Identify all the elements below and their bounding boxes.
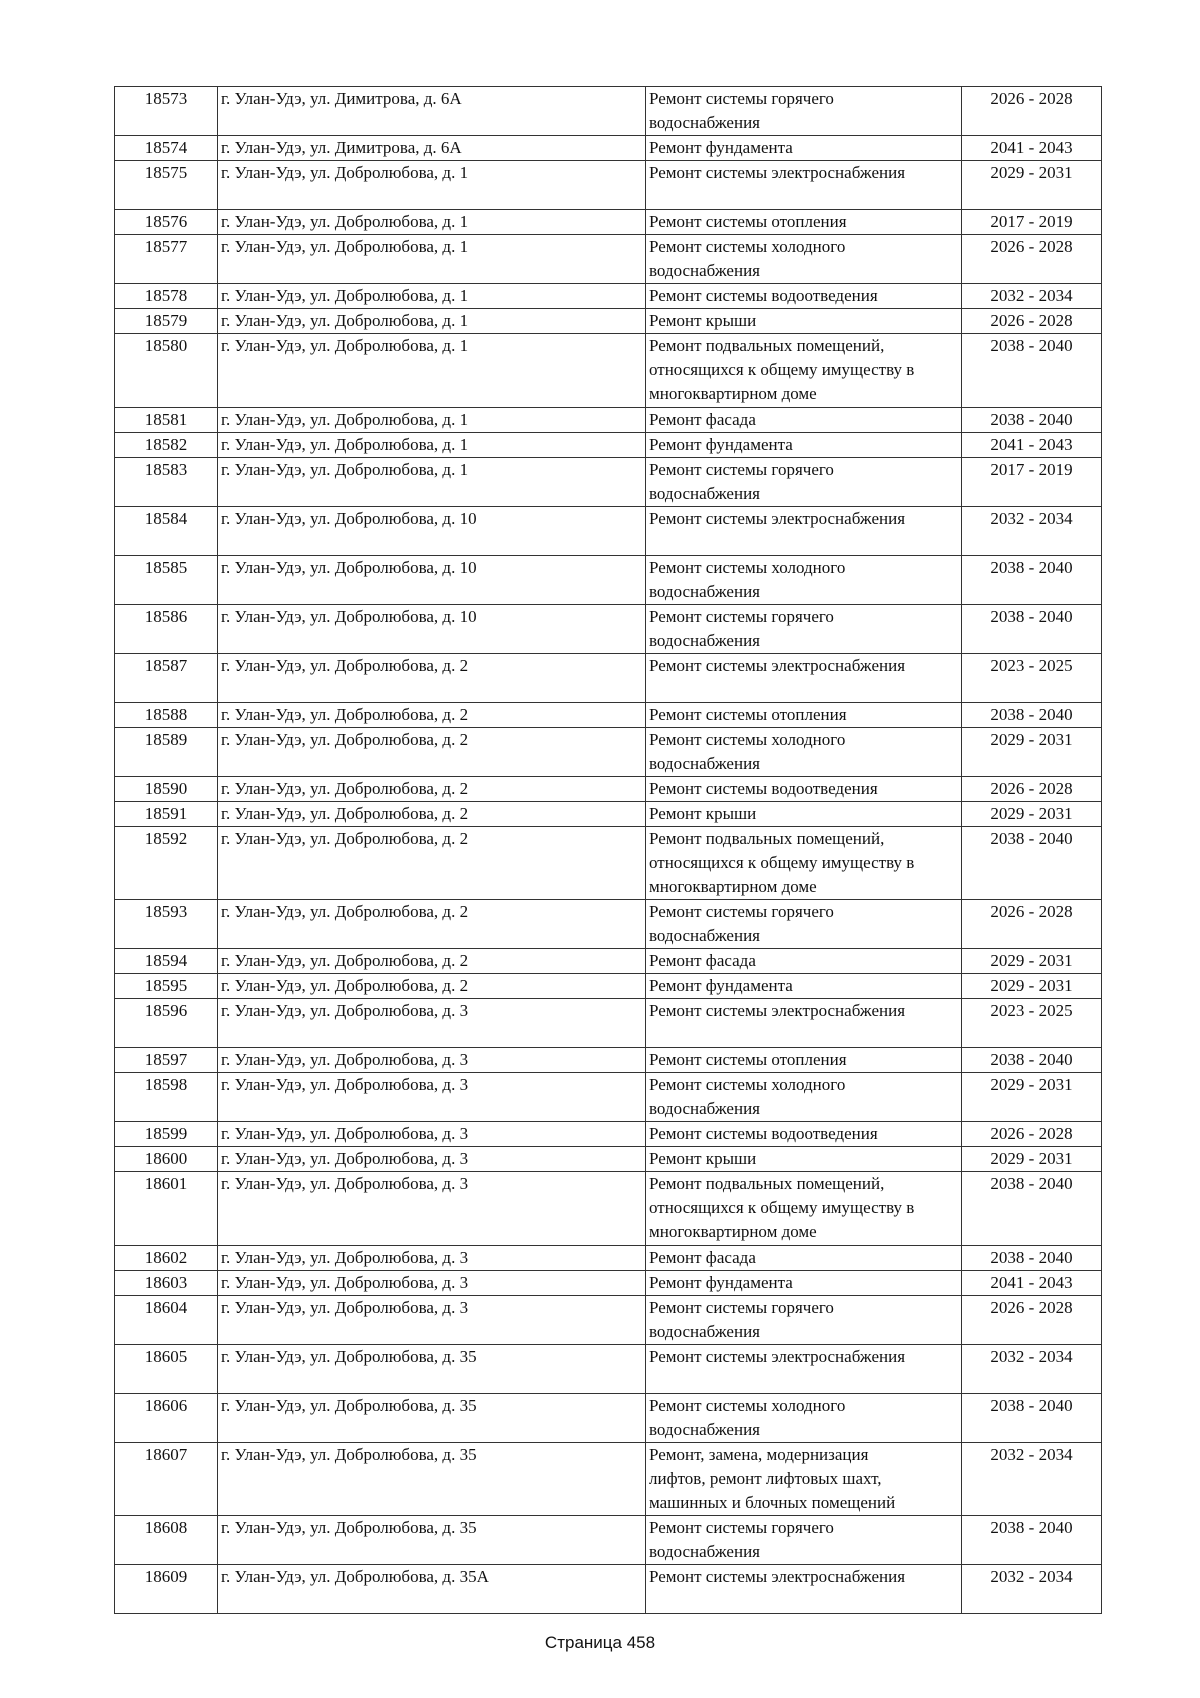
address-cell: г. Улан-Удэ, ул. Добролюбова, д. 3 <box>218 1122 646 1147</box>
work-type-cell: Ремонт подвальных помещений, относящихся к общему имуществу в многоквартирном доме <box>646 334 962 408</box>
address-cell: г. Улан-Удэ, ул. Добролюбова, д. 1 <box>218 457 646 506</box>
period-cell: 2026 - 2028 <box>962 900 1102 949</box>
row-number: 18602 <box>115 1245 218 1270</box>
period-cell: 2029 - 2031 <box>962 1073 1102 1122</box>
row-number: 18603 <box>115 1270 218 1295</box>
work-type-cell: Ремонт системы холодного водоснабжения <box>646 1393 962 1442</box>
row-number: 18577 <box>115 235 218 284</box>
address-cell: г. Улан-Удэ, ул. Димитрова, д. 6А <box>218 136 646 161</box>
row-number: 18608 <box>115 1516 218 1565</box>
table-row <box>115 604 1102 653</box>
period-cell: 2029 - 2031 <box>962 801 1102 826</box>
row-number: 18597 <box>115 1048 218 1073</box>
row-number: 18575 <box>115 161 218 210</box>
work-type-cell: Ремонт крыши <box>646 1147 962 1172</box>
address-cell: г. Улан-Удэ, ул. Добролюбова, д. 2 <box>218 949 646 974</box>
row-number: 18586 <box>115 604 218 653</box>
row-number: 18578 <box>115 284 218 309</box>
table-row <box>115 1073 1102 1122</box>
period-cell: 2029 - 2031 <box>962 727 1102 776</box>
address-cell: г. Улан-Удэ, ул. Добролюбова, д. 2 <box>218 727 646 776</box>
row-number: 18593 <box>115 900 218 949</box>
page-number: Страница 458 <box>544 1633 656 1652</box>
work-type-cell: Ремонт системы водоотведения <box>646 1122 962 1147</box>
address-cell: г. Улан-Удэ, ул. Добролюбова, д. 1 <box>218 284 646 309</box>
table-body <box>115 87 1102 1614</box>
period-cell: 2038 - 2040 <box>962 1172 1102 1246</box>
address-cell: г. Улан-Удэ, ул. Добролюбова, д. 3 <box>218 999 646 1048</box>
period-cell: 2038 - 2040 <box>962 334 1102 408</box>
period-cell: 2029 - 2031 <box>962 161 1102 210</box>
address-cell: г. Улан-Удэ, ул. Добролюбова, д. 3 <box>218 1295 646 1344</box>
row-number: 18584 <box>115 506 218 555</box>
address-cell: г. Улан-Удэ, ул. Добролюбова, д. 35 <box>218 1442 646 1516</box>
period-cell: 2029 - 2031 <box>962 974 1102 999</box>
period-cell: 2026 - 2028 <box>962 1122 1102 1147</box>
address-cell: г. Улан-Удэ, ул. Добролюбова, д. 35А <box>218 1565 646 1614</box>
work-type-cell: Ремонт фундамента <box>646 1270 962 1295</box>
period-cell: 2032 - 2034 <box>962 1442 1102 1516</box>
period-cell: 2038 - 2040 <box>962 1048 1102 1073</box>
address-cell: г. Улан-Удэ, ул. Добролюбова, д. 35 <box>218 1344 646 1393</box>
table-row <box>115 334 1102 408</box>
address-cell: г. Улан-Удэ, ул. Добролюбова, д. 3 <box>218 1073 646 1122</box>
table-row <box>115 1344 1102 1393</box>
work-type-cell: Ремонт системы водоотведения <box>646 284 962 309</box>
table-row <box>115 801 1102 826</box>
address-cell: г. Улан-Удэ, ул. Добролюбова, д. 3 <box>218 1048 646 1073</box>
work-type-cell: Ремонт крыши <box>646 801 962 826</box>
row-number: 18596 <box>115 999 218 1048</box>
table-row <box>115 407 1102 432</box>
address-cell: г. Улан-Удэ, ул. Добролюбова, д. 2 <box>218 653 646 702</box>
address-cell: г. Улан-Удэ, ул. Добролюбова, д. 1 <box>218 334 646 408</box>
period-cell: 2041 - 2043 <box>962 432 1102 457</box>
table-row <box>115 136 1102 161</box>
period-cell: 2038 - 2040 <box>962 604 1102 653</box>
address-cell: г. Улан-Удэ, ул. Добролюбова, д. 1 <box>218 407 646 432</box>
table-row <box>115 653 1102 702</box>
table-row <box>115 1172 1102 1246</box>
period-cell: 2038 - 2040 <box>962 1393 1102 1442</box>
table-row <box>115 210 1102 235</box>
table-row <box>115 949 1102 974</box>
row-number: 18595 <box>115 974 218 999</box>
table-row <box>115 900 1102 949</box>
table-row <box>115 555 1102 604</box>
work-type-cell: Ремонт системы электроснабжения <box>646 1565 962 1614</box>
table-row <box>115 1147 1102 1172</box>
row-number: 18601 <box>115 1172 218 1246</box>
work-type-cell: Ремонт системы горячего водоснабжения <box>646 1516 962 1565</box>
period-cell: 2026 - 2028 <box>962 776 1102 801</box>
period-cell: 2026 - 2028 <box>962 87 1102 136</box>
work-type-cell: Ремонт системы холодного водоснабжения <box>646 727 962 776</box>
work-type-cell: Ремонт фундамента <box>646 432 962 457</box>
table-row <box>115 432 1102 457</box>
table-row <box>115 776 1102 801</box>
row-number: 18592 <box>115 826 218 900</box>
table-row <box>115 161 1102 210</box>
work-type-cell: Ремонт системы горячего водоснабжения <box>646 87 962 136</box>
row-number: 18605 <box>115 1344 218 1393</box>
row-number: 18600 <box>115 1147 218 1172</box>
table-row <box>115 457 1102 506</box>
row-number: 18576 <box>115 210 218 235</box>
table-row <box>115 1122 1102 1147</box>
address-cell: г. Улан-Удэ, ул. Добролюбова, д. 10 <box>218 555 646 604</box>
period-cell: 2032 - 2034 <box>962 1565 1102 1614</box>
period-cell: 2041 - 2043 <box>962 136 1102 161</box>
work-type-cell: Ремонт системы холодного водоснабжения <box>646 555 962 604</box>
address-cell: г. Улан-Удэ, ул. Добролюбова, д. 1 <box>218 161 646 210</box>
address-cell: г. Улан-Удэ, ул. Добролюбова, д. 2 <box>218 826 646 900</box>
table-row <box>115 235 1102 284</box>
address-cell: г. Улан-Удэ, ул. Добролюбова, д. 10 <box>218 506 646 555</box>
row-number: 18585 <box>115 555 218 604</box>
address-cell: г. Улан-Удэ, ул. Добролюбова, д. 3 <box>218 1147 646 1172</box>
table-row <box>115 727 1102 776</box>
address-cell: г. Улан-Удэ, ул. Добролюбова, д. 1 <box>218 210 646 235</box>
table-row <box>115 702 1102 727</box>
row-number: 18607 <box>115 1442 218 1516</box>
row-number: 18573 <box>115 87 218 136</box>
row-number: 18580 <box>115 334 218 408</box>
work-type-cell: Ремонт системы электроснабжения <box>646 999 962 1048</box>
address-cell: г. Улан-Удэ, ул. Добролюбова, д. 3 <box>218 1245 646 1270</box>
work-type-cell: Ремонт системы электроснабжения <box>646 161 962 210</box>
table-row <box>115 506 1102 555</box>
address-cell: г. Улан-Удэ, ул. Добролюбова, д. 35 <box>218 1393 646 1442</box>
table-row <box>115 1048 1102 1073</box>
period-cell: 2038 - 2040 <box>962 1516 1102 1565</box>
work-type-cell: Ремонт фасада <box>646 949 962 974</box>
address-cell: г. Улан-Удэ, ул. Добролюбова, д. 35 <box>218 1516 646 1565</box>
table-row <box>115 1295 1102 1344</box>
row-number: 18581 <box>115 407 218 432</box>
table-row <box>115 826 1102 900</box>
address-cell: г. Улан-Удэ, ул. Добролюбова, д. 2 <box>218 702 646 727</box>
period-cell: 2038 - 2040 <box>962 826 1102 900</box>
period-cell: 2017 - 2019 <box>962 457 1102 506</box>
period-cell: 2026 - 2028 <box>962 309 1102 334</box>
period-cell: 2023 - 2025 <box>962 999 1102 1048</box>
row-number: 18589 <box>115 727 218 776</box>
work-type-cell: Ремонт фундамента <box>646 136 962 161</box>
table-row <box>115 999 1102 1048</box>
address-cell: г. Улан-Удэ, ул. Добролюбова, д. 2 <box>218 776 646 801</box>
work-type-cell: Ремонт системы отопления <box>646 210 962 235</box>
address-cell: г. Улан-Удэ, ул. Добролюбова, д. 1 <box>218 432 646 457</box>
work-type-cell: Ремонт, замена, модернизация лифтов, ремонт лифтовых шахт, машинных и блочных помещений <box>646 1442 962 1516</box>
table-row <box>115 1245 1102 1270</box>
work-type-cell: Ремонт системы горячего водоснабжения <box>646 604 962 653</box>
work-type-cell: Ремонт системы водоотведения <box>646 776 962 801</box>
address-cell: г. Улан-Удэ, ул. Димитрова, д. 6А <box>218 87 646 136</box>
period-cell: 2038 - 2040 <box>962 1245 1102 1270</box>
table-row <box>115 1565 1102 1614</box>
table-row <box>115 974 1102 999</box>
address-cell: г. Улан-Удэ, ул. Добролюбова, д. 1 <box>218 235 646 284</box>
period-cell: 2041 - 2043 <box>962 1270 1102 1295</box>
period-cell: 2023 - 2025 <box>962 653 1102 702</box>
period-cell: 2032 - 2034 <box>962 284 1102 309</box>
period-cell: 2038 - 2040 <box>962 407 1102 432</box>
period-cell: 2038 - 2040 <box>962 702 1102 727</box>
work-type-cell: Ремонт подвальных помещений, относящихся к общему имуществу в многоквартирном доме <box>646 826 962 900</box>
address-cell: г. Улан-Удэ, ул. Добролюбова, д. 3 <box>218 1270 646 1295</box>
work-type-cell: Ремонт системы холодного водоснабжения <box>646 1073 962 1122</box>
work-type-cell: Ремонт системы электроснабжения <box>646 1344 962 1393</box>
row-number: 18587 <box>115 653 218 702</box>
period-cell: 2026 - 2028 <box>962 235 1102 284</box>
period-cell: 2017 - 2019 <box>962 210 1102 235</box>
row-number: 18604 <box>115 1295 218 1344</box>
period-cell: 2026 - 2028 <box>962 1295 1102 1344</box>
work-type-cell: Ремонт системы горячего водоснабжения <box>646 900 962 949</box>
period-cell: 2029 - 2031 <box>962 949 1102 974</box>
work-type-cell: Ремонт системы горячего водоснабжения <box>646 457 962 506</box>
row-number: 18574 <box>115 136 218 161</box>
table-row <box>115 87 1102 136</box>
work-type-cell: Ремонт системы отопления <box>646 1048 962 1073</box>
address-cell: г. Улан-Удэ, ул. Добролюбова, д. 2 <box>218 900 646 949</box>
period-cell: 2032 - 2034 <box>962 1344 1102 1393</box>
work-type-cell: Ремонт системы холодного водоснабжения <box>646 235 962 284</box>
row-number: 18599 <box>115 1122 218 1147</box>
address-cell: г. Улан-Удэ, ул. Добролюбова, д. 10 <box>218 604 646 653</box>
address-cell: г. Улан-Удэ, ул. Добролюбова, д. 3 <box>218 1172 646 1246</box>
work-type-cell: Ремонт системы электроснабжения <box>646 506 962 555</box>
table-row <box>115 309 1102 334</box>
work-type-cell: Ремонт подвальных помещений, относящихся к общему имуществу в многоквартирном доме <box>646 1172 962 1246</box>
row-number: 18606 <box>115 1393 218 1442</box>
period-cell: 2038 - 2040 <box>962 555 1102 604</box>
address-cell: г. Улан-Удэ, ул. Добролюбова, д. 1 <box>218 309 646 334</box>
row-number: 18583 <box>115 457 218 506</box>
table-row <box>115 284 1102 309</box>
row-number: 18591 <box>115 801 218 826</box>
row-number: 18609 <box>115 1565 218 1614</box>
row-number: 18594 <box>115 949 218 974</box>
work-type-cell: Ремонт системы отопления <box>646 702 962 727</box>
period-cell: 2032 - 2034 <box>962 506 1102 555</box>
work-type-cell: Ремонт крыши <box>646 309 962 334</box>
table-row <box>115 1393 1102 1442</box>
row-number: 18598 <box>115 1073 218 1122</box>
work-type-cell: Ремонт системы горячего водоснабжения <box>646 1295 962 1344</box>
row-number: 18579 <box>115 309 218 334</box>
period-cell: 2029 - 2031 <box>962 1147 1102 1172</box>
repair-schedule-table <box>114 86 1102 1614</box>
row-number: 18590 <box>115 776 218 801</box>
work-type-cell: Ремонт фасада <box>646 407 962 432</box>
row-number: 18588 <box>115 702 218 727</box>
table-row <box>115 1516 1102 1565</box>
table-row <box>115 1270 1102 1295</box>
work-type-cell: Ремонт системы электроснабжения <box>646 653 962 702</box>
address-cell: г. Улан-Удэ, ул. Добролюбова, д. 2 <box>218 974 646 999</box>
address-cell: г. Улан-Удэ, ул. Добролюбова, д. 2 <box>218 801 646 826</box>
row-number: 18582 <box>115 432 218 457</box>
table-row <box>115 1442 1102 1516</box>
work-type-cell: Ремонт фасада <box>646 1245 962 1270</box>
work-type-cell: Ремонт фундамента <box>646 974 962 999</box>
